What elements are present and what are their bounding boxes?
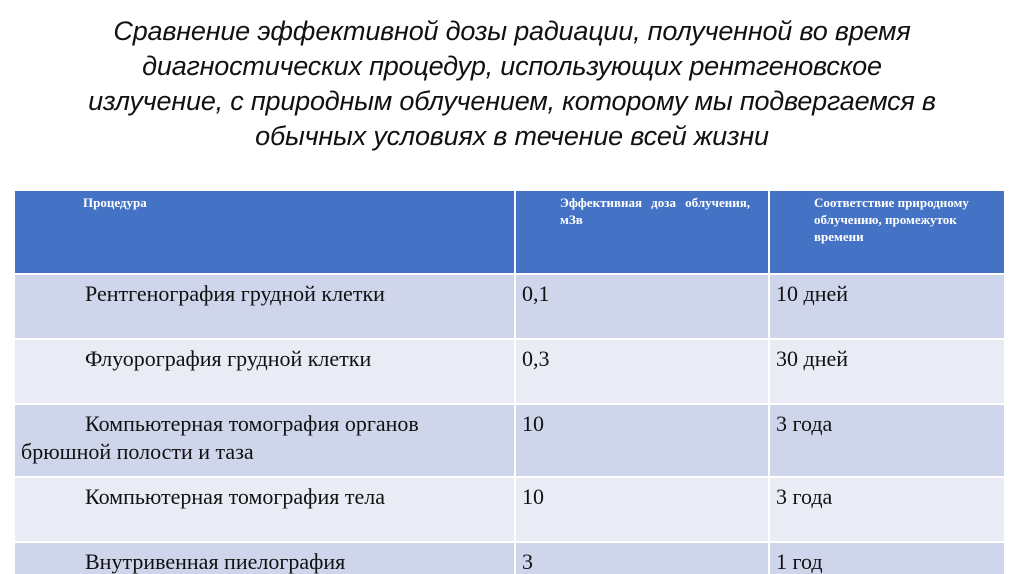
cell-procedure: Компьютерная томография органов брюшной полости и таза [15,404,515,477]
cell-procedure: Флуорография грудной клетки [15,339,515,404]
cell-dose: 0,1 [515,274,769,339]
cell-procedure: Внутривенная пиелография [15,542,515,574]
table-row [15,542,1004,574]
cell-procedure: Компьютерная томография тела [15,477,515,542]
cell-equivalent: 3 года [769,404,1004,477]
header-dose: Эффективная доза облучения, мЗв [515,191,769,274]
cell-equivalent: 1 год [769,542,1004,574]
slide-title [20,14,1004,154]
cell-dose: 3 [515,542,769,574]
cell-equivalent: 3 года [769,477,1004,542]
cell-dose: 10 [515,404,769,477]
title-line: обычных условиях в течение всей жизни [255,121,769,151]
header-procedure: Процедура [15,191,515,274]
header-equivalent: Соответствие природному облучению, промежуток времени [769,191,1004,274]
title-line: Сравнение эффективной дозы радиации, полученной во время [113,16,911,46]
title-line: излучение, с природным облучением, которому мы подвергаемся в [88,86,936,116]
table-row [15,477,1004,542]
dose-comparison-table [15,191,1004,574]
cell-equivalent: 30 дней [769,339,1004,404]
table-row [15,274,1004,339]
title-line: диагностических процедур, использующих рентгеновское [142,51,882,81]
table-row [15,339,1004,404]
table-header-row [15,191,1004,274]
cell-dose: 0,3 [515,339,769,404]
cell-dose: 10 [515,477,769,542]
cell-equivalent: 10 дней [769,274,1004,339]
table-row [15,404,1004,477]
cell-procedure: Рентгенография грудной клетки [15,274,515,339]
